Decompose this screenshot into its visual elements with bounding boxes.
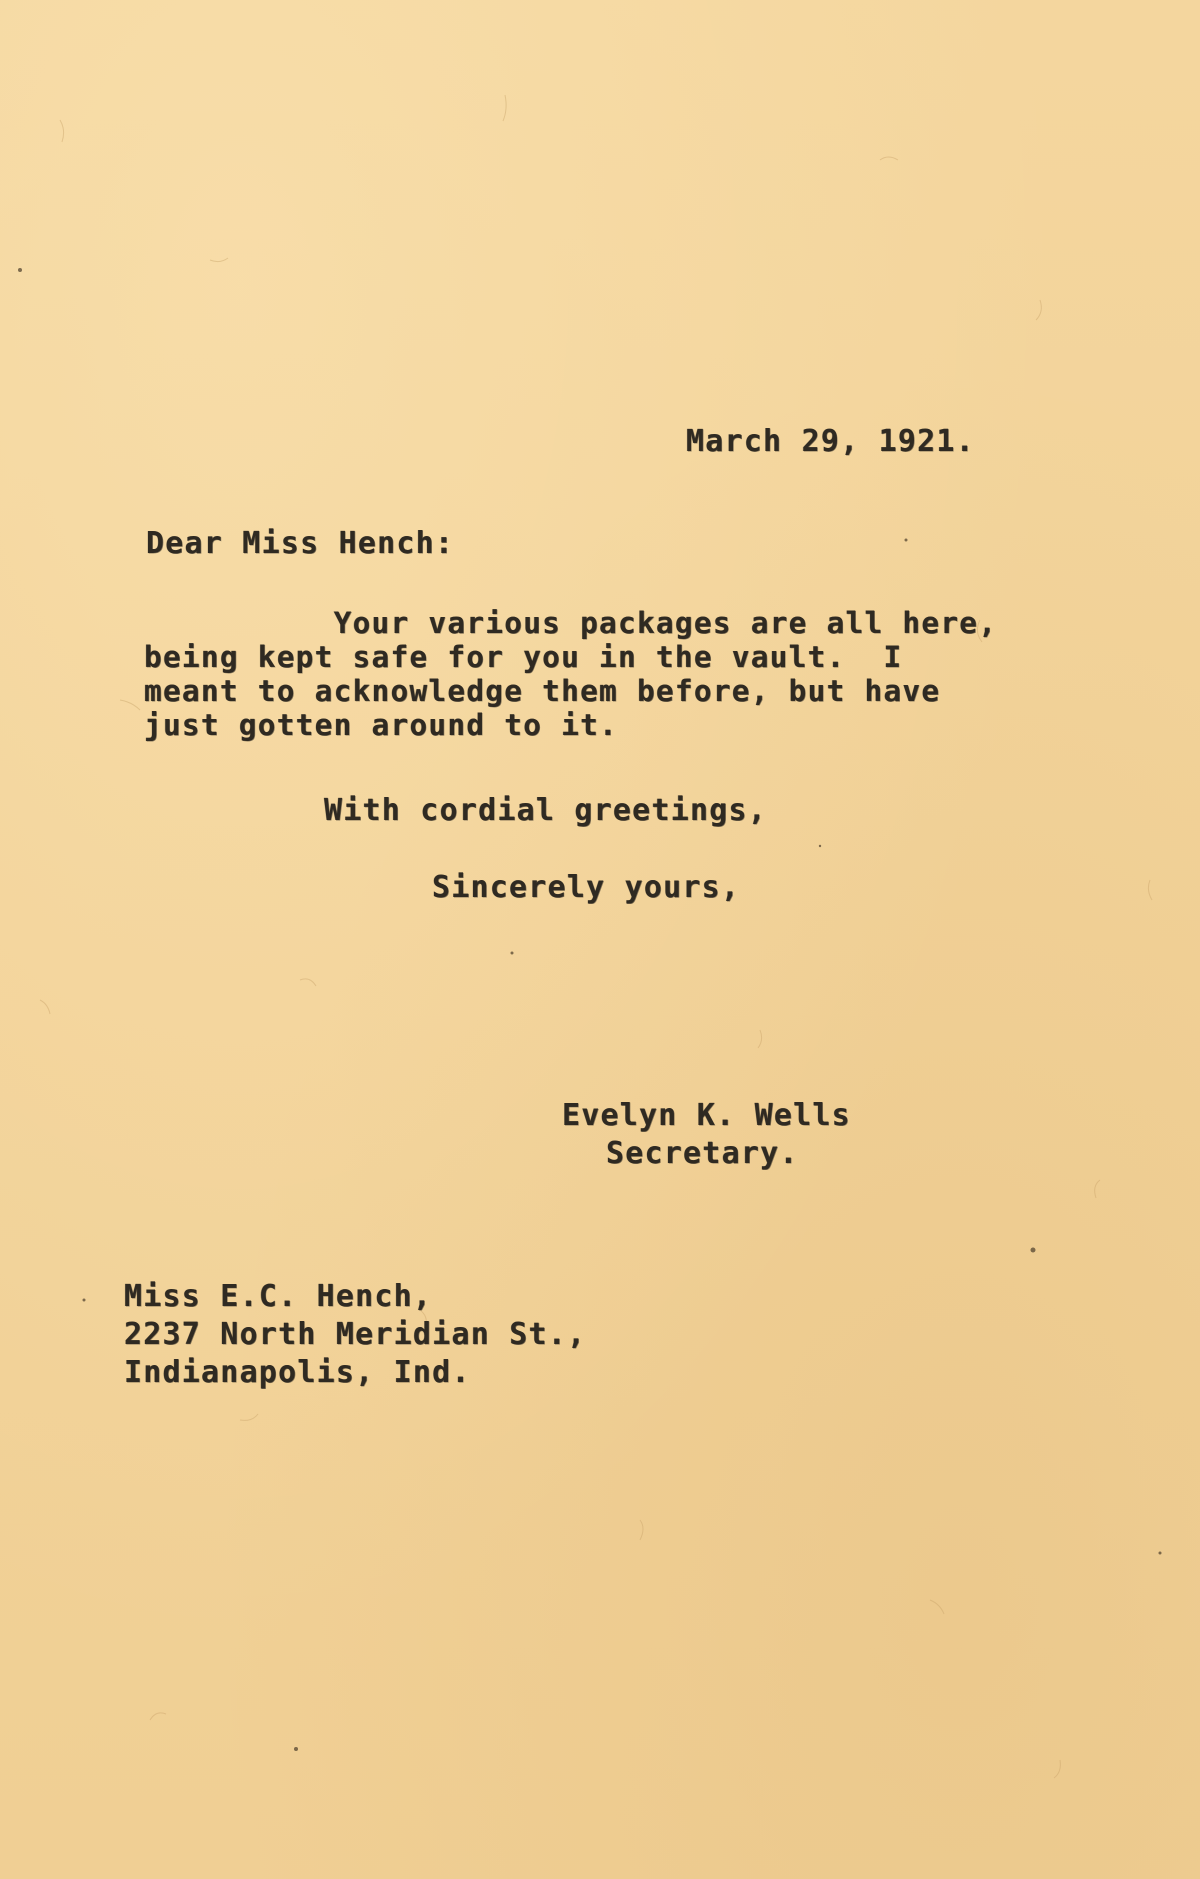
salutation: Dear Miss Hench: [146,526,455,561]
signature-name: Evelyn K. Wells [562,1098,851,1133]
address-line: Miss E.C. Hench, [124,1279,433,1314]
body-line: Your various packages are all here, [144,606,998,640]
signature-title: Secretary. [606,1136,799,1171]
body-line: just gotten around to it. [144,708,619,742]
address-line: 2237 North Meridian St., [124,1317,587,1352]
letter-date: March 29, 1921. [686,424,975,459]
address-line: Indianapolis, Ind. [124,1355,471,1390]
body-line: being kept safe for you in the vault. I [144,640,903,674]
signoff: Sincerely yours, [432,870,741,905]
letter-body [144,606,997,742]
recipient-address [124,1278,586,1392]
body-line: meant to acknowledge them before, but have [144,674,941,708]
closing-greeting: With cordial greetings, [324,793,768,828]
